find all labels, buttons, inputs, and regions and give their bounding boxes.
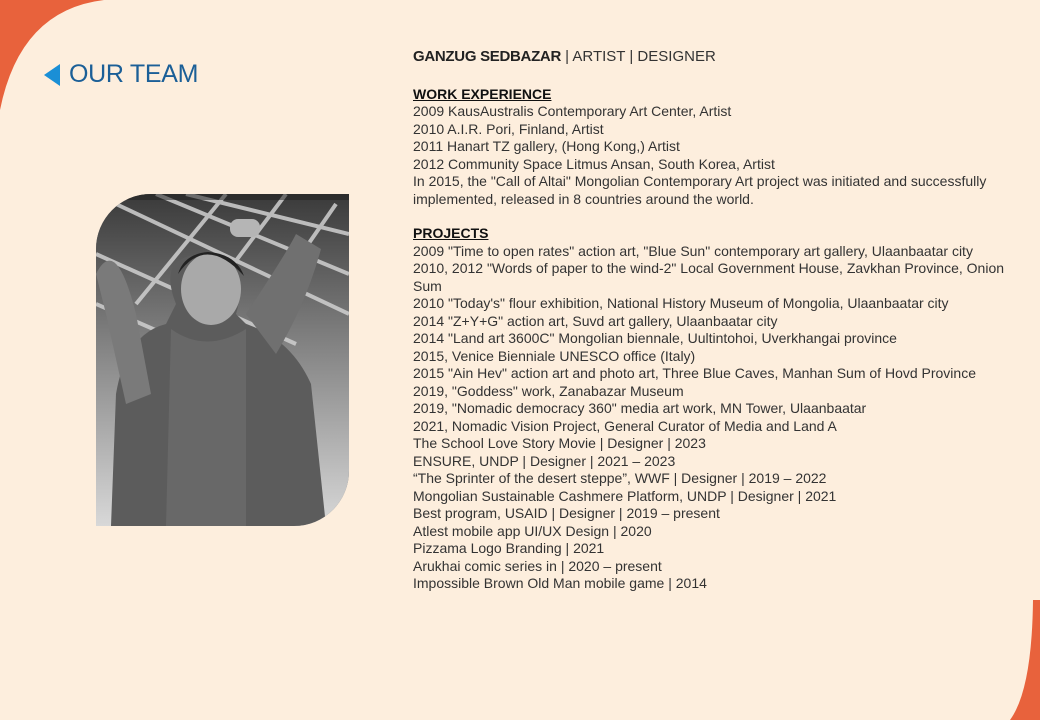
page-title: OUR TEAM [69,60,199,88]
list-item: 2015 "Ain Hev" action art and photo art, Three Blue Caves, Manhan Sum of Hovd Province [413,365,976,381]
list-item: 2012 Community Space Litmus Ansan, South Korea, Artist [413,155,775,172]
list-item: 2010 A.I.R. Pori, Finland, Artist [413,120,604,137]
projects-title: PROJECTS [413,225,489,241]
projects-list [413,243,1013,593]
list-item: In 2015, the "Call of Altai" Mongolian Contemporary Art project was initiated and successfully implemented, released in 8 countries around the world. [413,173,987,207]
list-item: 2009 "Time to open rates" action art, "Blue Sun" contemporary art gallery, Ulaanbaatar city [413,242,973,259]
portrait-photo [96,194,349,526]
list-item: 2019, "Nomadic democracy 360" media art work, MN Tower, Ulaanbaatar [413,400,867,416]
list-item: Arukhai comic series in | 2020 – present [413,557,662,574]
list-item: 2011 Hanart TZ gallery, (Hong Kong,) Artist [413,138,680,154]
list-item: Mongolian Sustainable Cashmere Platform, UNDP | Designer | 2021 [413,487,837,504]
list-item: Best program, USAID | Designer | 2019 – present [413,505,720,521]
list-item: Impossible Brown Old Man mobile game | 2014 [413,575,707,591]
list-item: 2021, Nomadic Vision Project, General Curator of Media and Land A [413,417,837,434]
list-item: Pizzama Logo Branding | 2021 [413,540,605,556]
list-item: Atlest mobile app UI/UX Design | 2020 [413,522,652,539]
list-item: “The Sprinter of the desert steppe”, WWF | Designer | 2019 – 2022 [413,470,827,486]
profile-roles: | ARTIST | DESIGNER [561,48,716,65]
list-item: 2010, 2012 "Words of paper to the wind-2" Local Government House, Zavkhan Province, Onion Sum [413,260,1005,294]
list-item: The School Love Story Movie | Designer | 2023 [413,435,706,451]
list-item: 2015, Venice Bienniale UNESCO office (Italy) [413,347,696,364]
list-item: 2009 KausAustralis Contemporary Art Center, Artist [413,103,732,119]
section-heading [44,60,198,89]
profile-content [413,48,1013,593]
corner-decoration-bottom-right [920,600,1040,720]
list-item: ENSURE, UNDP | Designer | 2021 – 2023 [413,452,676,469]
list-item: 2014 "Land art 3600C" Mongolian biennale, Uultintohoi, Uverkhangai province [413,330,897,346]
list-item: 2010 "Today's" flour exhibition, National History Museum of Mongolia, Ulaanbaatar city [413,295,949,311]
list-item: 2014 "Z+Y+G" action art, Suvd art gallery, Ulaanbaatar city [413,312,778,329]
work-experience-title: WORK EXPERIENCE [413,85,552,102]
profile-name-line [413,48,1013,66]
work-experience-list [413,103,1013,208]
list-item: 2019, "Goddess" work, Zanabazar Museum [413,382,684,399]
profile-name: GANZUG SEDBAZAR [413,48,561,65]
left-triangle-icon[interactable] [44,64,60,86]
